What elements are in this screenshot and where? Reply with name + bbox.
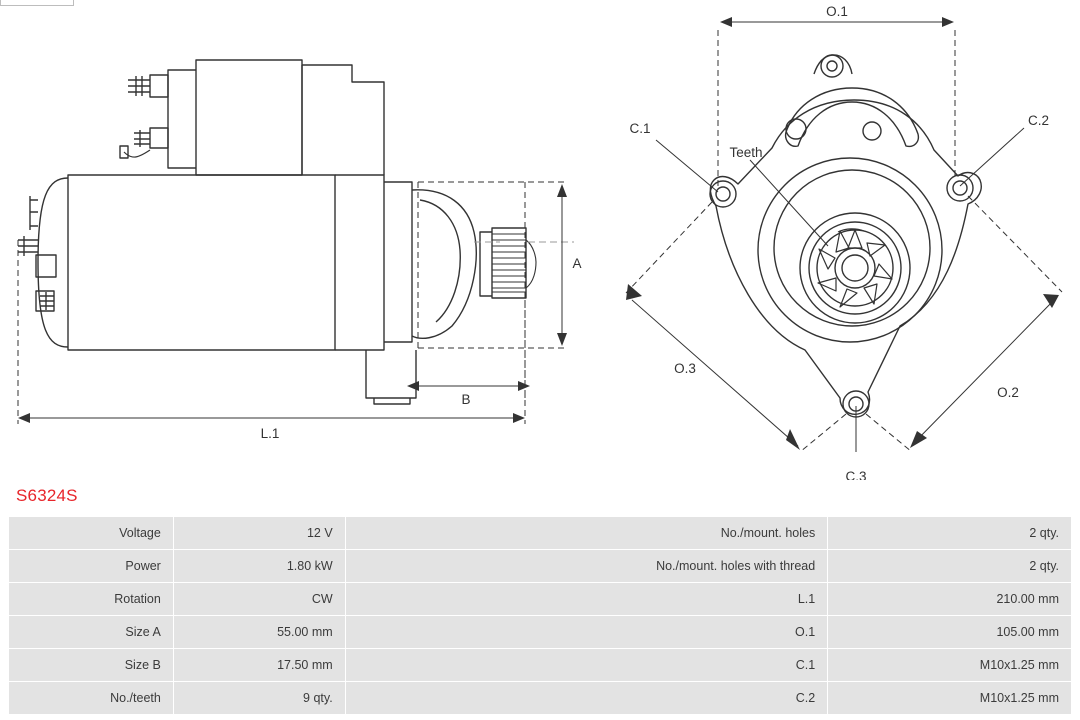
dim-o1-label: O.1: [826, 4, 848, 19]
spec-label-o1: O.1: [345, 616, 828, 649]
spec-label-c2: C.2: [345, 682, 828, 715]
spec-value-power: 1.80 kW: [173, 550, 345, 583]
hole-c1-label: C.1: [629, 121, 651, 136]
specifications-table: [8, 516, 1072, 715]
spec-label-c1: C.1: [345, 649, 828, 682]
table-row: [9, 616, 1072, 649]
dim-o3-label: O.3: [674, 361, 696, 376]
dim-a-label: A: [572, 256, 582, 271]
spec-label-size-a: Size A: [9, 616, 174, 649]
table-row: [9, 517, 1072, 550]
spec-value-o1: 105.00 mm: [828, 616, 1072, 649]
table-row: [9, 649, 1072, 682]
part-code: S6324S: [16, 486, 78, 505]
table-row: [9, 550, 1072, 583]
dim-o2-label: O.2: [997, 385, 1019, 400]
specifications-body: [9, 517, 1072, 715]
hole-c3-label: C.3: [845, 469, 867, 480]
spec-value-c2: M10x1.25 mm: [828, 682, 1072, 715]
spec-label-mount-holes-thread: No./mount. holes with thread: [345, 550, 828, 583]
teeth-label: Teeth: [729, 145, 763, 160]
spec-label-mount-holes: No./mount. holes: [345, 517, 828, 550]
mounting-flange-drawing: [600, 0, 1080, 480]
starter-side-view-drawing: [0, 0, 600, 480]
dim-l1-label: L.1: [260, 426, 280, 441]
spec-value-l1: 210.00 mm: [828, 583, 1072, 616]
hole-c2-label: C.2: [1028, 113, 1050, 128]
dim-b-label: B: [461, 392, 471, 407]
spec-value-size-b: 17.50 mm: [173, 649, 345, 682]
spec-label-voltage: Voltage: [9, 517, 174, 550]
spec-label-teeth: No./teeth: [9, 682, 174, 715]
spec-value-size-a: 55.00 mm: [173, 616, 345, 649]
spec-value-mount-holes-thread: 2 qty.: [828, 550, 1072, 583]
table-row: [9, 682, 1072, 715]
spec-label-rotation: Rotation: [9, 583, 174, 616]
spec-value-rotation: CW: [173, 583, 345, 616]
spec-label-l1: L.1: [345, 583, 828, 616]
spec-value-voltage: 12 V: [173, 517, 345, 550]
spec-value-teeth: 9 qty.: [173, 682, 345, 715]
spec-value-mount-holes: 2 qty.: [828, 517, 1072, 550]
spec-label-power: Power: [9, 550, 174, 583]
table-row: [9, 583, 1072, 616]
spec-label-size-b: Size B: [9, 649, 174, 682]
spec-value-c1: M10x1.25 mm: [828, 649, 1072, 682]
